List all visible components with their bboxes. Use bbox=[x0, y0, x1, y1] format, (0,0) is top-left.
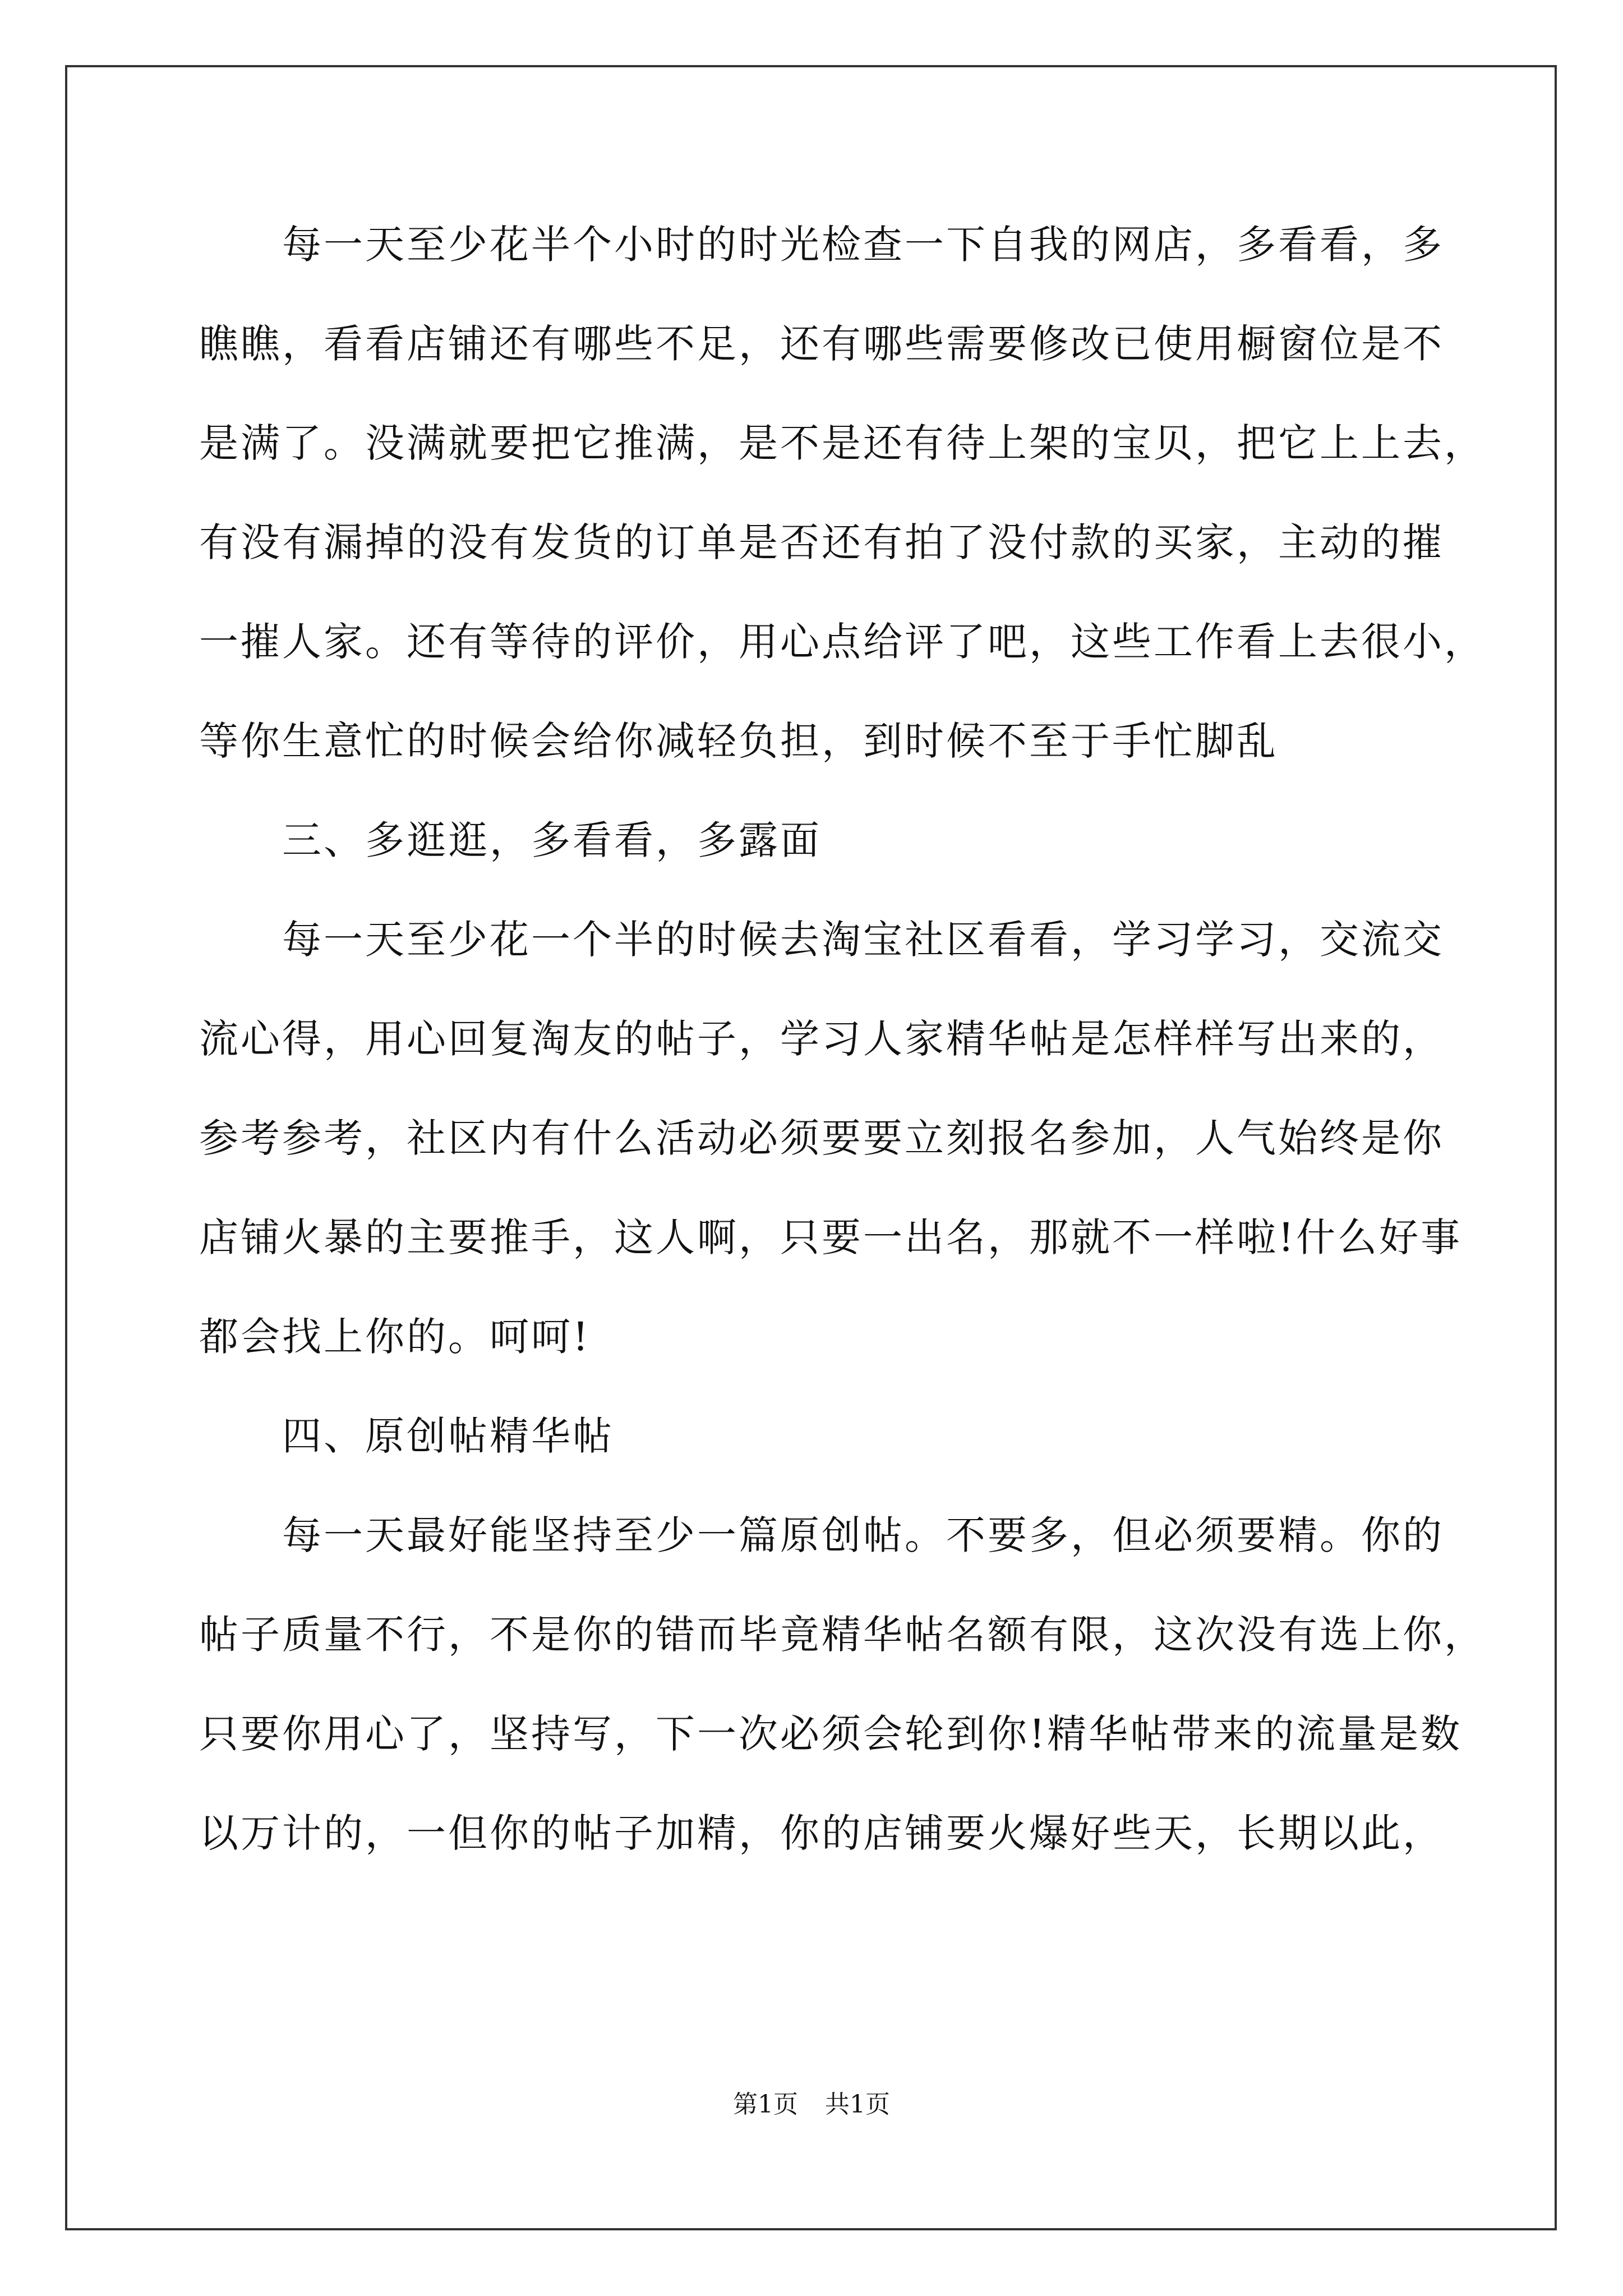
page-number: 第1页 bbox=[733, 2090, 798, 2119]
paragraph-line: 一摧人家。还有等待的评价，用心点给评了吧，这些工作看上去很小， bbox=[199, 619, 1486, 665]
paragraph-line: 每一天至少花半个小时的时光检查一下自我的网店，多看看，多 bbox=[282, 222, 1444, 268]
page-footer bbox=[0, 2088, 1623, 2122]
paragraph-line: 以万计的，一但你的帖子加精，你的店铺要火爆好些天，长期以此， bbox=[199, 1810, 1444, 1856]
paragraph-line: 帖子质量不行，不是你的错而毕竟精华帖名额有限，这次没有选上你， bbox=[199, 1612, 1486, 1658]
paragraph-line: 只要你用心了，坚持写，下一次必须会轮到你!精华帖带来的流量是数 bbox=[199, 1711, 1463, 1757]
page-total: 共1页 bbox=[825, 2090, 890, 2119]
paragraph-line: 是满了。没满就要把它推满，是不是还有待上架的宝贝，把它上上去， bbox=[199, 420, 1486, 466]
section-heading: 三、多逛逛，多看看，多露面 bbox=[282, 817, 822, 863]
section-heading: 四、原创帖精华帖 bbox=[282, 1413, 614, 1459]
paragraph-line: 有没有漏掉的没有发货的订单是否还有拍了没付款的买家，主动的摧 bbox=[199, 519, 1444, 565]
paragraph-line: 等你生意忙的时候会给你减轻负担，到时候不至于手忙脚乱 bbox=[199, 718, 1278, 764]
paragraph-line: 参考参考，社区内有什么活动必须要要立刻报名参加，人气始终是你 bbox=[199, 1115, 1444, 1161]
paragraph-line: 店铺火暴的主要推手，这人啊，只要一出名，那就不一样啦!什么好事 bbox=[199, 1214, 1463, 1260]
paragraph-line: 瞧瞧，看看店铺还有哪些不足，还有哪些需要修改已使用橱窗位是不 bbox=[199, 321, 1444, 367]
paragraph-line: 流心得，用心回复淘友的帖子，学习人家精华帖是怎样样写出来的， bbox=[199, 1016, 1444, 1062]
paragraph-line: 每一天至少花一个半的时候去淘宝社区看看，学习学习，交流交 bbox=[282, 917, 1444, 963]
paragraph-line: 都会找上你的。呵呵! bbox=[199, 1314, 591, 1360]
paragraph-line: 每一天最好能坚持至少一篇原创帖。不要多，但必须要精。你的 bbox=[282, 1512, 1444, 1558]
